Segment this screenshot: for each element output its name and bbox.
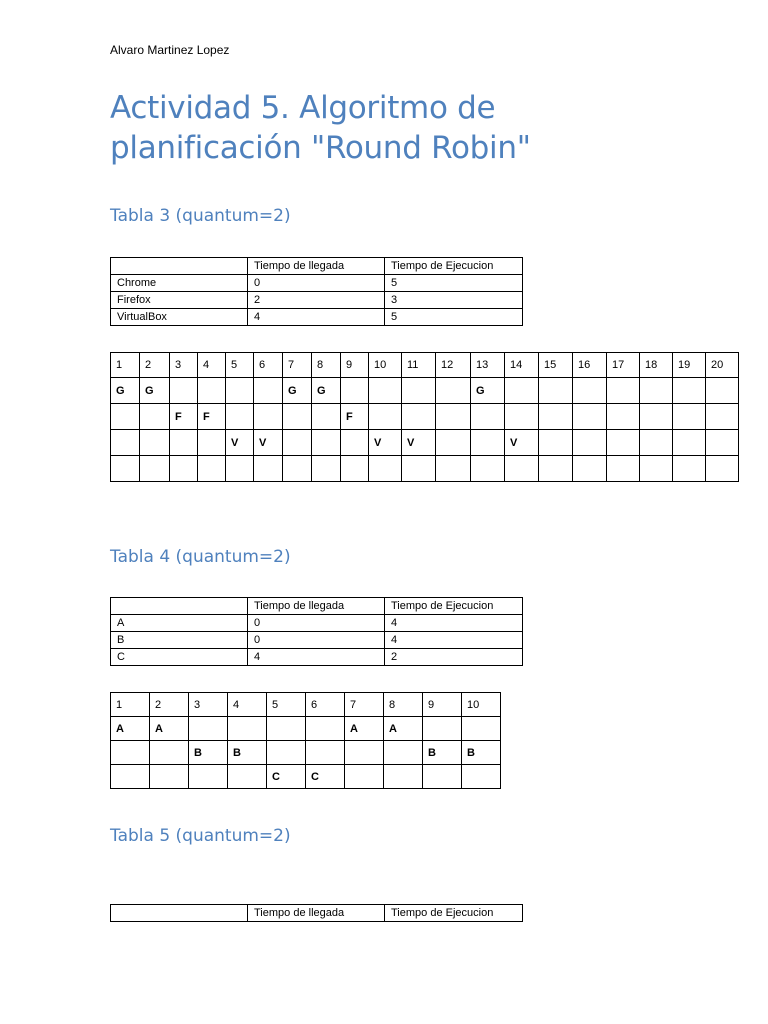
- gantt-time-cell: 7: [345, 693, 384, 717]
- gantt-cell: [640, 404, 673, 430]
- gantt-time-row: [111, 353, 739, 378]
- gantt-time-cell: 7: [283, 353, 312, 378]
- gantt-cell: [706, 430, 739, 456]
- gantt-cell: [573, 378, 607, 404]
- table-cell: Tiempo de llegada: [248, 258, 385, 275]
- table-cell: [111, 598, 248, 615]
- table-row: [111, 292, 523, 309]
- table-cell: Firefox: [111, 292, 248, 309]
- gantt-time-cell: 1: [111, 693, 150, 717]
- gantt-cell: [505, 378, 539, 404]
- gantt-cell: [573, 456, 607, 482]
- gantt-process-row: [111, 741, 501, 765]
- gantt-time-cell: 5: [267, 693, 306, 717]
- gantt-cell: B: [228, 741, 267, 765]
- gantt-cell: F: [198, 404, 226, 430]
- document-title: [110, 88, 670, 168]
- table-cell: Tiempo de Ejecucion: [385, 258, 523, 275]
- gantt-cell: G: [312, 378, 341, 404]
- gantt-cell: B: [423, 741, 462, 765]
- table-cell: C: [111, 649, 248, 666]
- gantt-time-cell: 3: [189, 693, 228, 717]
- gantt-cell: [198, 378, 226, 404]
- gantt-cell: [226, 378, 254, 404]
- gantt-cell: [228, 765, 267, 789]
- gantt-time-cell: 8: [312, 353, 341, 378]
- table-cell: VirtualBox: [111, 309, 248, 326]
- gantt-process-row: [111, 765, 501, 789]
- gantt-cell: [369, 404, 402, 430]
- gantt-cell: [226, 456, 254, 482]
- gantt-cell: C: [267, 765, 306, 789]
- gantt-cell: [471, 404, 505, 430]
- gantt-cell: [706, 404, 739, 430]
- gantt-time-cell: 14: [505, 353, 539, 378]
- gantt-cell: [140, 404, 170, 430]
- gantt-cell: [283, 404, 312, 430]
- tabla-3-gantt-grid: [110, 352, 739, 482]
- gantt-cell: [254, 456, 283, 482]
- gantt-cell: B: [462, 741, 501, 765]
- gantt-cell: [170, 378, 198, 404]
- gantt-cell: [673, 404, 706, 430]
- table-cell: 4: [385, 615, 523, 632]
- gantt-cell: V: [226, 430, 254, 456]
- gantt-cell: [462, 765, 501, 789]
- table-cell: 5: [385, 309, 523, 326]
- gantt-cell: [283, 456, 312, 482]
- table-cell: Chrome: [111, 275, 248, 292]
- gantt-cell: F: [341, 404, 369, 430]
- gantt-process-row: [111, 378, 739, 404]
- gantt-cell: [640, 430, 673, 456]
- gantt-cell: A: [384, 717, 423, 741]
- gantt-time-cell: 5: [226, 353, 254, 378]
- gantt-cell: V: [505, 430, 539, 456]
- tabla-5-process-table: [110, 904, 523, 922]
- gantt-cell: [341, 430, 369, 456]
- gantt-cell: [436, 378, 471, 404]
- table-cell: 2: [248, 292, 385, 309]
- gantt-cell: [402, 404, 436, 430]
- gantt-cell: [607, 404, 640, 430]
- gantt-process-row: [111, 404, 739, 430]
- tabla-4-gantt-grid: [110, 692, 501, 789]
- gantt-cell: [539, 378, 573, 404]
- gantt-cell: [607, 456, 640, 482]
- gantt-cell: [170, 430, 198, 456]
- gantt-cell: [150, 765, 189, 789]
- table-header-row: [111, 258, 523, 275]
- gantt-cell: [228, 717, 267, 741]
- gantt-cell: A: [345, 717, 384, 741]
- gantt-time-cell: 10: [369, 353, 402, 378]
- gantt-cell: [341, 378, 369, 404]
- gantt-cell: [471, 430, 505, 456]
- gantt-cell: [539, 456, 573, 482]
- gantt-cell: [312, 404, 341, 430]
- table-cell: 5: [385, 275, 523, 292]
- table-row: [111, 615, 523, 632]
- gantt-time-cell: 2: [140, 353, 170, 378]
- table-cell: Tiempo de Ejecucion: [385, 598, 523, 615]
- gantt-time-cell: 4: [228, 693, 267, 717]
- gantt-cell: [436, 430, 471, 456]
- gantt-cell: [640, 378, 673, 404]
- gantt-time-cell: 1: [111, 353, 140, 378]
- gantt-cell: [306, 741, 345, 765]
- gantt-cell: [111, 456, 140, 482]
- gantt-time-cell: 13: [471, 353, 505, 378]
- gantt-cell: [140, 430, 170, 456]
- gantt-cell: G: [140, 378, 170, 404]
- gantt-process-row: [111, 456, 739, 482]
- gantt-cell: [345, 741, 384, 765]
- tabla-4-process-table: [110, 597, 523, 666]
- table-cell: 2: [385, 649, 523, 666]
- gantt-cell: [170, 456, 198, 482]
- table-cell: Tiempo de llegada: [248, 905, 385, 922]
- gantt-cell: [573, 430, 607, 456]
- table-cell: 4: [248, 309, 385, 326]
- gantt-cell: [573, 404, 607, 430]
- gantt-cell: [607, 430, 640, 456]
- gantt-cell: [312, 456, 341, 482]
- gantt-cell: [312, 430, 341, 456]
- gantt-process-row: [111, 430, 739, 456]
- gantt-cell: V: [402, 430, 436, 456]
- gantt-time-cell: 15: [539, 353, 573, 378]
- gantt-time-cell: 8: [384, 693, 423, 717]
- title-line-1: Actividad 5. Algoritmo de: [110, 90, 496, 126]
- gantt-time-row: [111, 693, 501, 717]
- tabla-3-process-table: [110, 257, 523, 326]
- gantt-cell: [111, 741, 150, 765]
- gantt-time-cell: 18: [640, 353, 673, 378]
- title-line-2: planificación "Round Robin": [110, 130, 531, 166]
- table-cell: A: [111, 615, 248, 632]
- gantt-cell: A: [150, 717, 189, 741]
- gantt-cell: [283, 430, 312, 456]
- gantt-cell: [189, 765, 228, 789]
- gantt-cell: [539, 404, 573, 430]
- gantt-time-cell: 2: [150, 693, 189, 717]
- gantt-cell: [140, 456, 170, 482]
- gantt-cell: [462, 717, 501, 741]
- gantt-cell: [706, 456, 739, 482]
- gantt-cell: [402, 378, 436, 404]
- author-name: Alvaro Martinez Lopez: [110, 43, 230, 57]
- gantt-cell: [436, 404, 471, 430]
- gantt-cell: F: [170, 404, 198, 430]
- gantt-cell: [189, 717, 228, 741]
- gantt-time-cell: 20: [706, 353, 739, 378]
- gantt-cell: [198, 456, 226, 482]
- gantt-cell: [198, 430, 226, 456]
- gantt-time-cell: 6: [306, 693, 345, 717]
- gantt-time-cell: 9: [423, 693, 462, 717]
- gantt-cell: [673, 456, 706, 482]
- table-header-row: [111, 598, 523, 615]
- gantt-cell: [341, 456, 369, 482]
- gantt-cell: [254, 404, 283, 430]
- gantt-cell: [673, 378, 706, 404]
- gantt-cell: C: [306, 765, 345, 789]
- tabla-4-heading: Tabla 4 (quantum=2): [110, 547, 291, 567]
- table-cell: 4: [385, 632, 523, 649]
- gantt-time-cell: 10: [462, 693, 501, 717]
- table-cell: 0: [248, 632, 385, 649]
- gantt-cell: [345, 765, 384, 789]
- gantt-cell: [505, 456, 539, 482]
- gantt-cell: [254, 378, 283, 404]
- table-row: [111, 632, 523, 649]
- table-header-row: [111, 905, 523, 922]
- gantt-cell: B: [189, 741, 228, 765]
- gantt-cell: [369, 456, 402, 482]
- table-cell: 0: [248, 275, 385, 292]
- gantt-cell: [423, 765, 462, 789]
- gantt-cell: [369, 378, 402, 404]
- table-cell: [111, 258, 248, 275]
- gantt-cell: [306, 717, 345, 741]
- gantt-time-cell: 3: [170, 353, 198, 378]
- gantt-process-row: [111, 717, 501, 741]
- gantt-time-cell: 6: [254, 353, 283, 378]
- gantt-cell: V: [369, 430, 402, 456]
- gantt-cell: [471, 456, 505, 482]
- gantt-cell: A: [111, 717, 150, 741]
- gantt-cell: G: [283, 378, 312, 404]
- table-cell: B: [111, 632, 248, 649]
- gantt-cell: V: [254, 430, 283, 456]
- gantt-time-cell: 16: [573, 353, 607, 378]
- gantt-cell: [505, 404, 539, 430]
- gantt-cell: [111, 430, 140, 456]
- tabla-5-heading: Tabla 5 (quantum=2): [110, 826, 291, 846]
- gantt-time-cell: 19: [673, 353, 706, 378]
- gantt-cell: [267, 741, 306, 765]
- table-cell: [111, 905, 248, 922]
- gantt-time-cell: 12: [436, 353, 471, 378]
- gantt-cell: [436, 456, 471, 482]
- gantt-cell: G: [471, 378, 505, 404]
- table-row: [111, 649, 523, 666]
- gantt-cell: [226, 404, 254, 430]
- table-row: [111, 309, 523, 326]
- gantt-cell: [706, 378, 739, 404]
- gantt-cell: [539, 430, 573, 456]
- gantt-time-cell: 17: [607, 353, 640, 378]
- gantt-cell: [384, 765, 423, 789]
- gantt-cell: [673, 430, 706, 456]
- gantt-cell: [423, 717, 462, 741]
- gantt-cell: [607, 378, 640, 404]
- gantt-time-cell: 4: [198, 353, 226, 378]
- gantt-cell: [402, 456, 436, 482]
- gantt-cell: [384, 741, 423, 765]
- table-cell: 3: [385, 292, 523, 309]
- gantt-cell: [111, 404, 140, 430]
- gantt-cell: [111, 765, 150, 789]
- gantt-time-cell: 11: [402, 353, 436, 378]
- table-cell: 0: [248, 615, 385, 632]
- gantt-time-cell: 9: [341, 353, 369, 378]
- tabla-3-heading: Tabla 3 (quantum=2): [110, 206, 291, 226]
- gantt-cell: [640, 456, 673, 482]
- table-cell: Tiempo de llegada: [248, 598, 385, 615]
- gantt-cell: [267, 717, 306, 741]
- gantt-cell: G: [111, 378, 140, 404]
- table-cell: 4: [248, 649, 385, 666]
- gantt-cell: [150, 741, 189, 765]
- table-row: [111, 275, 523, 292]
- table-cell: Tiempo de Ejecucion: [385, 905, 523, 922]
